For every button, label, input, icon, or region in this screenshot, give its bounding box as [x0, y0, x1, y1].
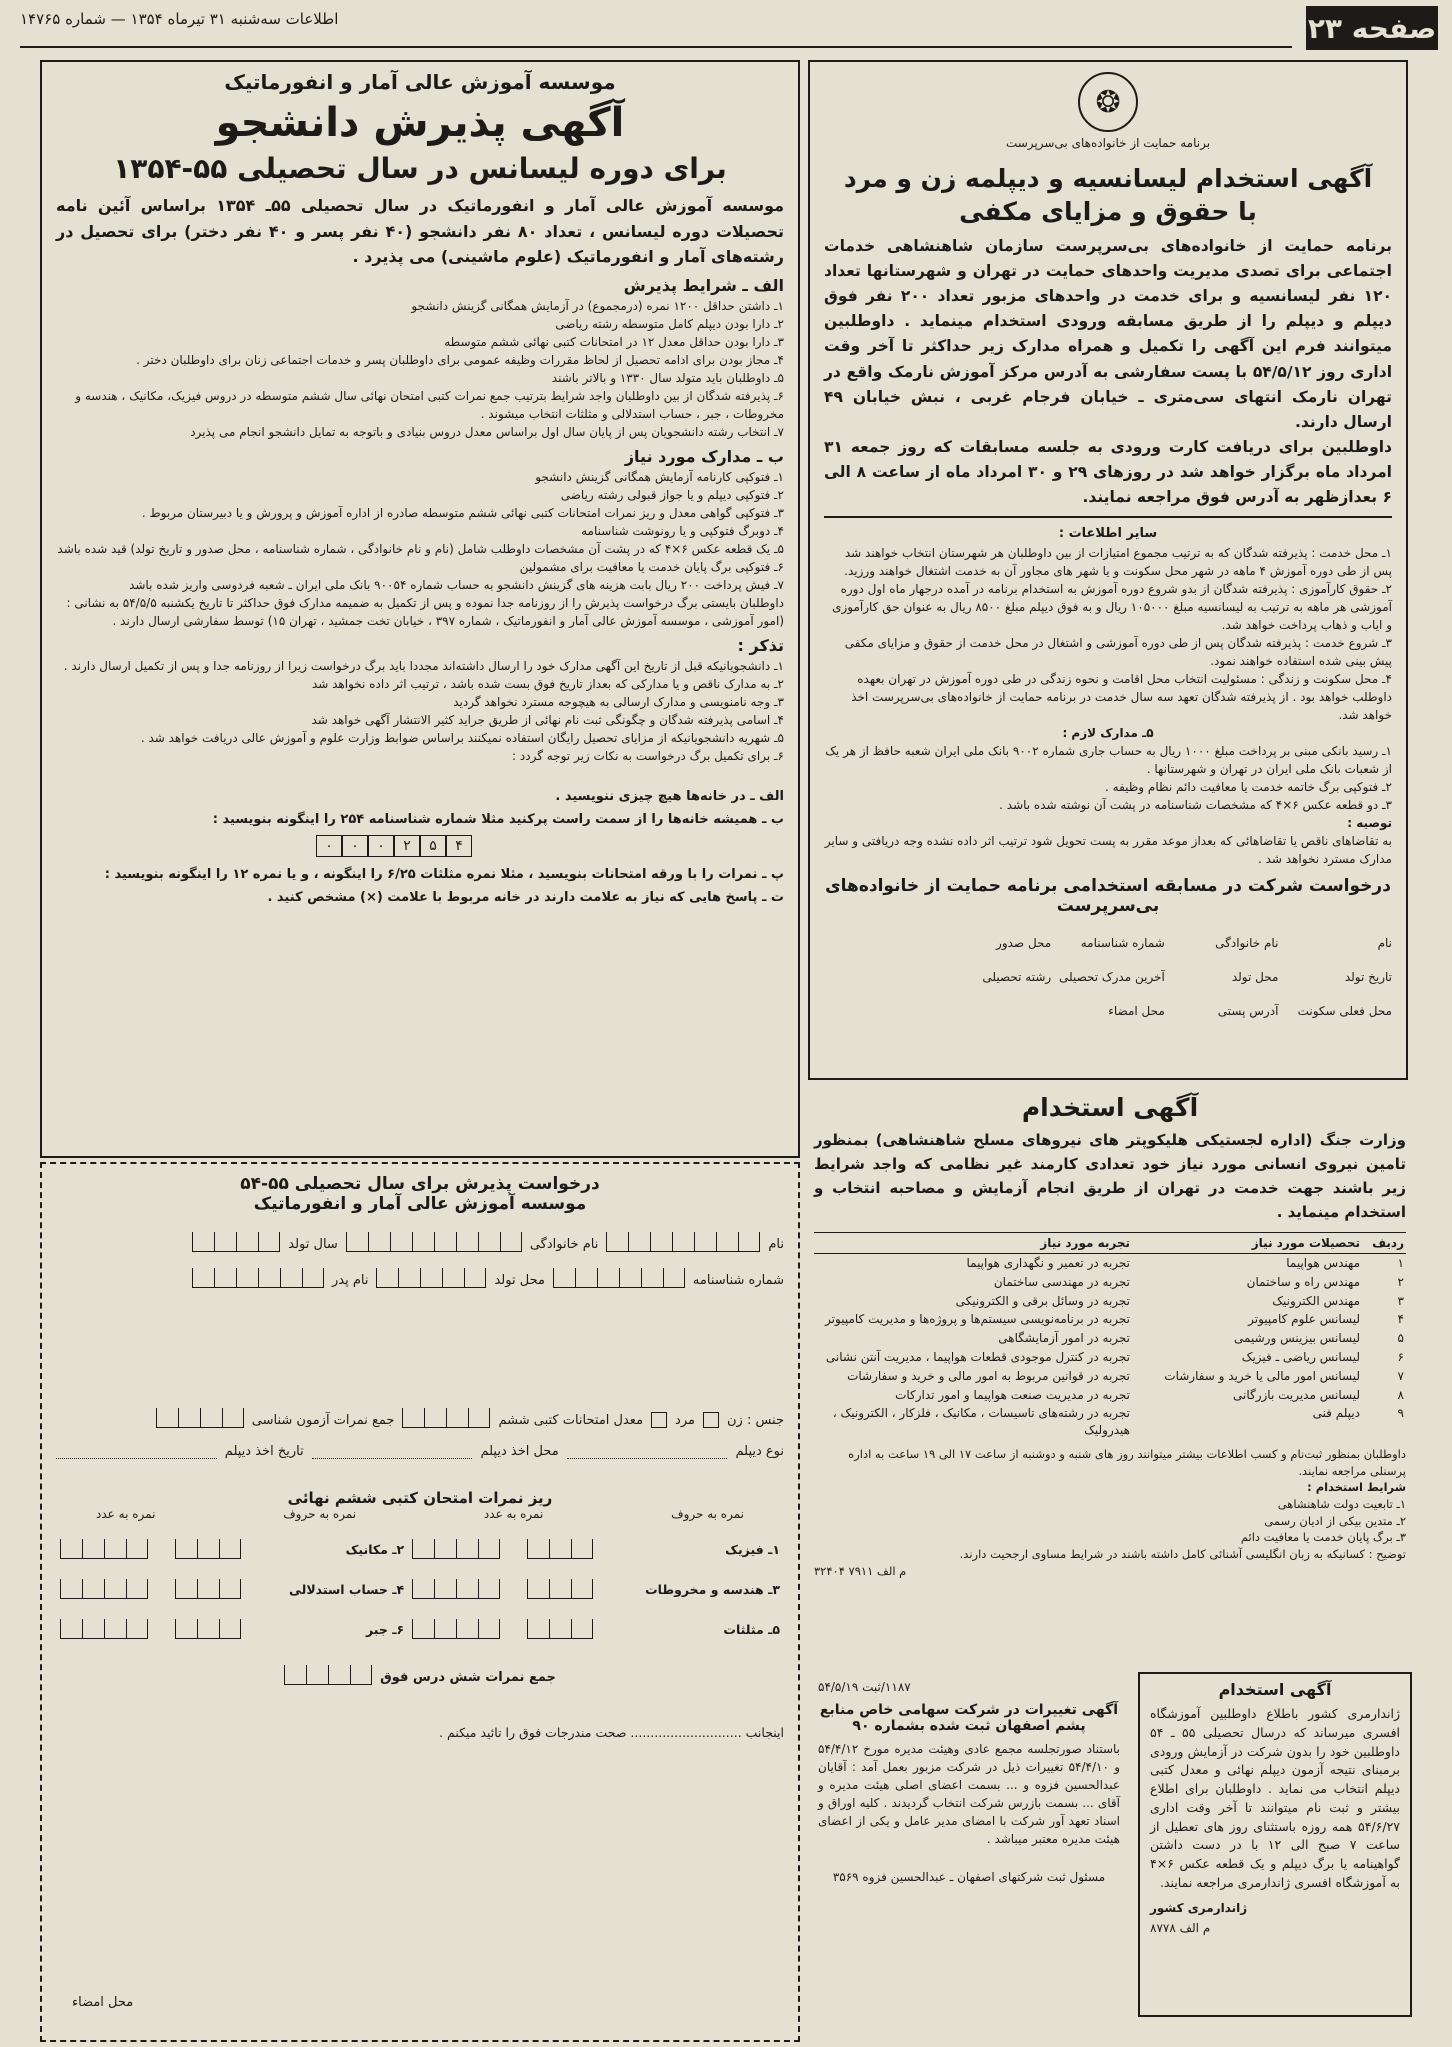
cell-education: مهندس هواپیما	[1286, 1256, 1360, 1270]
list-item: ۶ـ برای تکمیل برگ درخواست به نکات زیر توجه گردد :	[512, 748, 784, 763]
cell-experience: تجربه در قوانین مربوط به امور مالی و خرید و سفارشات	[847, 1368, 1130, 1383]
table-row	[814, 1404, 1406, 1440]
cell-education: لیسانس امور مالی یا خرید و سفارشات	[1164, 1368, 1360, 1383]
label-birth-year: سال تولد	[288, 1237, 338, 1252]
grade-header: نمره به عدد	[96, 1507, 156, 1521]
grade-row	[56, 1569, 784, 1609]
gendarmerie-title: آگهی استخدام	[1218, 1680, 1332, 1699]
list-item: ۴ـ مجاز بودن برای ادامه تحصیل از لحاظ مقررات وظیفه عمومی برای داوطلبان پسر و خدمات اجتماعی زنان برای داوطلبان دختر .	[136, 352, 784, 367]
documents-list	[56, 468, 784, 630]
row-total	[56, 1665, 784, 1685]
grade-subject: ۲ـ مکانیک	[345, 1541, 405, 1557]
list-item: ۳ـ دارا بودن حداقل معدل ۱۲ در امتحانات کتبی نهائی ششم متوسطه	[444, 334, 784, 349]
apply-field: آدرس پستی	[1217, 1003, 1279, 1018]
list-item: ۱ـ دانشجویانیکه قبل از تاریخ این آگهی مدارک خود را ارسال داشته‌اند مجددا باید برگ درخواست زیرا از روزنامه جدا و پس از تکمیل ارسال دارند .	[63, 658, 784, 673]
label-total: جمع نمرات آزمون شناسی	[251, 1413, 395, 1428]
section-notes: تذکر :	[737, 635, 784, 655]
digit-box: ۴	[446, 835, 472, 857]
cell-experience: تجربه در وسائل برقی و الکترونیکی	[955, 1293, 1130, 1308]
info-item: ۱ـ رسید بانکی مبنی بر پرداخت مبلغ ۱۰۰۰ ریال به حساب جاری شماره ۹۰۰۲ بانک ملی ایران شعبه حافظ از هر یک از شعبات بانک ملی ایران در تهران و شهرستانها .	[825, 743, 1392, 776]
info-item: توصیه :	[1347, 815, 1392, 830]
cell-education: لیسانس ریاضی ـ فیزیک	[1241, 1349, 1360, 1364]
grade-row	[56, 1529, 784, 1569]
form-title: درخواست پذیرش برای سال تحصیلی ۵۵-۵۴	[240, 1174, 600, 1194]
info-item: ۳ـ شروع خدمت : پذیرفته شدگان پس از طی دوره آموزشی و اشتغال در محل خدمت از حقوق و مزایای مکفی پیش بینی شده استفاده خواهند نمود.	[844, 635, 1392, 668]
col-education: تحصیلات مورد نیاز	[1132, 1233, 1362, 1254]
cell-experience: تجربه در کنترل موجودی قطعات هواپیما ، مدیریت آنتن نشانی	[825, 1349, 1130, 1364]
average-input[interactable]	[402, 1408, 490, 1428]
apply-field: آخرین مدرک تحصیلی	[1058, 969, 1165, 984]
masthead	[0, 0, 1452, 58]
institute-intro: موسسه آموزش عالی آمار و انفورماتیک در سال تحصیلی ۵۵ـ ۱۳۵۴ براساس آئین نامه تحصیلات دوره لیسانس ، تعداد ۸۰ نفر دانشجو (۴۰ نفر پسر و ۴۰ نفر دختر) برای تحصیل در رشته‌های آمار و انفورماتیک (علوم ماشینی) می پذیرد .	[56, 196, 785, 267]
war-title: آگهی استخدام	[1021, 1093, 1199, 1122]
label-average: معدل امتحانات کتبی ششم	[498, 1413, 644, 1428]
cell-row: ۲	[1397, 1274, 1404, 1289]
cell-row: ۳	[1397, 1293, 1404, 1308]
table-row	[814, 1310, 1406, 1329]
cell-row: ۹	[1397, 1406, 1404, 1421]
table-row	[814, 1367, 1406, 1386]
grades-table	[56, 1529, 784, 1649]
instruction-item: ت ـ پاسخ هایی که نیاز به علامت دارند در خانه مربوط با علامت (×) مشخص کنید .	[267, 889, 784, 905]
instruction-item: الف ـ در خانه‌ها هیچ چیزی ننویسید .	[555, 788, 784, 804]
cell-row: ۱	[1397, 1256, 1404, 1270]
birth-year-input[interactable]	[192, 1232, 280, 1252]
grade-subject: ۱ـ فیزیک	[725, 1541, 780, 1557]
application-form-grid	[824, 936, 1392, 1018]
apply-field: نام	[1377, 935, 1392, 950]
list-item: ۵ـ داوطلبان باید متولد سال ۱۳۳۰ و بالاتر باشند	[551, 370, 784, 385]
instruction-item: پ ـ نمرات را با ورقه امتحانات بنویسید ، مثلا نمره مثلثات ۶/۲۵ را اینگونه ، و یا نمره ۱۲ را اینگونه بنویسید :	[104, 866, 784, 882]
institute-subtitle: برای دوره لیسانس در سال تحصیلی ۵۵-۱۳۵۴	[113, 152, 727, 185]
welfare-org: برنامه حمایت از خانواده‌های بی‌سرپرست	[1005, 136, 1211, 150]
instruction-item: ب ـ همیشه خانه‌ها را از سمت راست پرکنید مثلا شماره شناسنامه ۲۵۴ را اینگونه بنویسید :	[212, 811, 784, 827]
row-gender	[56, 1408, 784, 1428]
war-ref: م الف ۷۹۱۱ ۳۲۴۰۴	[814, 1563, 907, 1578]
cell-experience: تجربه در تعمیر و نگهداری هواپیما	[966, 1256, 1130, 1270]
grade-subject: ۳ـ هندسه و مخروطات	[645, 1581, 780, 1597]
list-item: ۱ـ فتوکپی کارنامه آزمایش همگانی گزینش دانشجو	[535, 469, 784, 484]
info-item: ۲ـ حقوق کارآموزی : پذیرفته شدگان از بدو شروع دوره آموزش به استخدام برنامه در آمده درجهار ماه اول دوره آموزشی هر ماهه به ترتیب به لیسانسیه مبلغ ۱۰۵۰۰۰ ریال و به فوق دیپلم مبلغ ۸۵۰۰ ریال به عنوان حق کارآموزی و ایاب و ذهاب پرداخت خواهد شد.	[832, 581, 1392, 632]
gendarmerie-ref: م الف ۸۷۷۸	[1150, 1920, 1211, 1935]
female-checkbox[interactable]	[703, 1412, 719, 1428]
diploma-type-line[interactable]	[567, 1458, 728, 1459]
cell-experience: تجربه در مهندسی ساختمان	[993, 1274, 1130, 1289]
war-note: داوطلبان بمنظور ثبت‌نام و کسب اطلاعات بیشتر میتوانند روز های شنبه و دوشنبه از ساعت ۱۷ الی ۱۹ ساعت به اداره پرسنلی مراجعه نمایند.	[848, 1446, 1406, 1478]
info-item: ۳ـ دو قطعه عکس ۶×۴ که مشخصات شناسنامه در پشت آن نوشته شده باشد .	[999, 797, 1392, 812]
other-info-title: سایر اطلاعات :	[1058, 526, 1158, 542]
cell-education: مهندس الکترونیک	[1272, 1293, 1360, 1308]
info-item: به تقاضاهای ناقص یا تقاضاهائی که بعداز موعد مقرر به پست تحویل شود ترتیب اثر داده نشده وجه دریافتی و سایر مدارک مسترد نخواهد شد .	[824, 833, 1392, 866]
list-item: ۷ـ فیش پرداخت ۲۰۰ ریال بابت هزینه های گزینش دانشجو به حساب شماره ۹۰۰۵۴ بانک ملی ایران ـ شعبه فردوسی واریز شده باشد	[129, 577, 784, 592]
digit-box: ۰	[342, 835, 368, 857]
table-row	[814, 1329, 1406, 1348]
row-id	[56, 1268, 784, 1288]
grade-input[interactable]	[171, 1609, 260, 1649]
list-item: ۶ـ پذیرفته شدگان از بین داوطلبان واجد شرایط بترتیب جمع نمرات کتبی امتحان نهائی سال ششم متوسطه در دروس فیزیک، مکانیک ، هندسه و مخروطات ، جبر ، حساب استدلالی و مثلثات انتخاب میشوند .	[75, 388, 784, 421]
section-conditions: الف ـ شرایط پذیرش	[623, 275, 784, 295]
grade-words-input[interactable]	[408, 1529, 523, 1569]
list-item: ۲ـ به مدارک ناقص و یا مدارکی که بعداز تاریخ فوق بست شده باشد ، ترتیب اثر داده نخواهد شد	[311, 676, 784, 691]
issue-line: اطلاعات سه‌شنبه ۳۱ تیرماه ۱۳۵۴ — شماره ۱۴۷۶۵	[20, 10, 339, 28]
cell-education: لیسانس علوم کامپیوتر	[1248, 1312, 1360, 1327]
birth-place-input[interactable]	[376, 1268, 486, 1288]
digit-box: ۰	[368, 835, 394, 857]
label-grade-total: جمع نمرات شش درس فوق	[380, 1670, 556, 1685]
label-birth-place: محل تولد	[494, 1273, 545, 1288]
welfare-paragraph: داوطلبین برای دریافت کارت ورودی به جلسه مسابقات که روز جمعه ۳۱ امرداد ماه برگزار خواهد شد در روزهای ۲۹ و ۳۰ امرداد ماه از ساعت ۸ الی ۶ بعدازظهر به آدرس فوق مراجعه نمایند.	[824, 437, 1392, 507]
war-note: توضیح : کسانیکه به زبان انگلیسی آشنائی کامل داشته باشند در شرایط مساوی ارجحیت دارند.	[959, 1547, 1406, 1561]
war-paragraph: وزارت جنگ (اداره لجستیکی هلیکوپتر های نیروهای مسلح شاهنشاهی) بمنظور تامین نیروی انسانی مورد نیاز خود تعدادی کارمند غیر نظامی که واجد شرایط زیر باشند جهت خدمت در تهران از طریق انجام آزمایش و مصاحبه انتخاب و استخدام مینماید .	[814, 1131, 1406, 1221]
company-title: آگهی تغییرات در شرکت سهامی خاص منابع پشم اصفهان ثبت شده بشماره ۹۰	[819, 1702, 1119, 1734]
war-notes	[814, 1446, 1406, 1579]
conditions-list	[56, 297, 784, 441]
grade-words-input[interactable]	[408, 1609, 523, 1649]
label-male: مرد	[675, 1413, 695, 1428]
war-note: ۳ـ برگ پایان خدمت یا معافیت دائم	[1240, 1530, 1406, 1545]
list-item: ۲ـ دارا بودن دیپلم کامل متوسطه رشته ریاضی	[555, 316, 784, 331]
row-name	[56, 1232, 784, 1252]
label-gender: جنس : زن	[726, 1413, 784, 1428]
institute-name: موسسه آموزش عالی آمار و انفورماتیک	[224, 70, 616, 94]
list-item: داوطلبان بایستی برگ درخواست پذیرش را از روزنامه جدا نموده و پس از تکمیل به ضمیمه مدارک فوق حداکثر تا تاریخ یکشنبه ۵۴/۵/۵ به نشانی : (امور آموزشی ، موسسه آموزش عالی آمار و انفورماتیک ، شماره ۳۹۷ ، خیابان تخت جمشید ، تهران ۱۵) توسط سفارشی ارسال دارند .	[66, 595, 784, 628]
table-row	[814, 1348, 1406, 1367]
header-rule	[20, 46, 1292, 48]
info-item: ۱ـ محل خدمت : پذیرفته شدگان که به ترتیب مجموع امتیازات از بین داوطلبان هر شهرستان انتخاب خواهند شد پس از طی دوره آموزش ۴ ماهه در شهر محل سکونت و یا شهر های مجاور آن به خدمت اشتغال خواهند ورزید.	[844, 545, 1392, 578]
cell-education: مهندس راه و ساختمان	[1246, 1274, 1360, 1289]
list-item: ۲ـ فتوکپی دیپلم و یا جواز قبولی رشته ریاضی	[560, 487, 784, 502]
grade-words-input[interactable]	[56, 1529, 171, 1569]
name-input[interactable]	[606, 1232, 760, 1252]
list-item: ۳ـ فتوکپی گواهی معدل و ریز نمرات امتحانات کتبی نهائی ششم متوسطه صادره از اداره آموزش و پرورش و یا دبیرستان مربوط .	[141, 505, 784, 520]
apply-field: محل فعلی سکونت	[1297, 1003, 1392, 1018]
company-ref: ۱۱۸۷/ثبت ۵۴/۵/۱۹	[818, 1680, 911, 1694]
application-title: درخواست شرکت در مسابقه استخدامی برنامه حمایت از خانواده‌های بی‌سرپرست	[825, 875, 1391, 916]
label-father-name: نام پدر	[331, 1273, 369, 1288]
apply-field: محل صدور	[996, 935, 1052, 950]
cell-education: لیسانس مدیریت بازرگانی	[1232, 1387, 1360, 1402]
label-name: نام	[768, 1237, 784, 1252]
gendarmerie-body: ژاندارمری کشور باطلاع داوطلبین آموزشگاه افسری میرساند که درسال تحصیلی ۵۵ ـ ۵۴ داوطلبین خود را بدون شرکت در آزمایش ورودی برمبنای نتیجه آزمون دیپلم نهائی و معدل کتبی دیپلم انتخاب می نماید . داوطلبان برای اطلاع بیشتر و ثبت نام میتوانند تا آخر وقت اداری ۵۴/۶/۲۷ همه روزه باستثنای روز های تعطیل از ساعت ۷ صبح الی ۱۲ با در دست داشتن گواهینامه یا برگ دیپلم و یک قطعه عکس ۶×۴ به آموزشگاه افسری ژاندارمری مراجعه نمایند.	[1150, 1706, 1401, 1890]
requirements-table	[814, 1232, 1406, 1440]
gendarmerie-ad	[1138, 1672, 1412, 2017]
digit-box: ۵	[420, 835, 446, 857]
list-item: ۴ـ دوبرگ فتوکپی و یا رونوشت شناسنامه	[581, 523, 784, 538]
war-note: ۱ـ تابعیت دولت شاهنشاهی	[1277, 1496, 1406, 1511]
id-number-input[interactable]	[553, 1268, 685, 1288]
welfare-ad	[808, 60, 1408, 1080]
grade-header: نمره به حروف	[283, 1507, 357, 1521]
company-notice	[808, 1672, 1130, 2017]
grade-subject: ۴ـ حساب استدلالی	[289, 1581, 405, 1597]
table-header-row	[814, 1233, 1406, 1254]
form-instructions	[56, 789, 784, 905]
col-experience: تجربه مورد نیاز	[814, 1233, 1132, 1254]
grade-input[interactable]	[523, 1609, 612, 1649]
digit-box: ۰	[316, 835, 342, 857]
cell-experience: تجربه در مدیریت صنعت هواپیما و امور تدارکات	[895, 1387, 1130, 1402]
apply-field	[824, 936, 938, 950]
apply-field: محل امضاء	[1108, 1003, 1165, 1018]
apply-field: نام خانوادگی	[1215, 935, 1279, 950]
list-item: ۵ـ یک قطعه عکس ۶×۴ که در پشت آن مشخصات داوطلب شامل (نام و نام خانوادگی ، شماره شناسنامه ، محل صدور و تاریخ تولد) قید شده باشد	[57, 541, 784, 556]
war-note: شرایط استخدام :	[1307, 1480, 1406, 1495]
table-row	[814, 1386, 1406, 1405]
label-id-number: شماره شناسنامه	[692, 1273, 784, 1288]
grade-words-input[interactable]	[408, 1569, 523, 1609]
table-row	[814, 1292, 1406, 1311]
info-item: ۴ـ محل سکونت و زندگی : مسئولیت انتخاب محل اقامت و نحوه زندگی در طی دوره آموزش در تهران بعهده داوطلب خواهد بود . از پذیرفته شدگان تعهد سه سال خدمت در برنامه حمایت از خانواده‌های بی‌سرپرست اخذ خواهد شد.	[851, 671, 1392, 722]
cell-row: ۵	[1397, 1331, 1404, 1346]
grade-header: نمره به حروف	[671, 1507, 744, 1521]
welfare-title: آگهی استخدام لیسانسیه و دیپلمه زن و مرد	[843, 164, 1373, 193]
list-item: ۶ـ فتوکپی برگ پایان خدمت یا معافیت برای مشمولین	[519, 559, 784, 574]
apply-field: رشته تحصیلی	[982, 969, 1052, 984]
institute-title: آگهی پذیرش دانشجو	[215, 100, 625, 146]
label-family: نام خانوادگی	[529, 1237, 599, 1252]
list-item: ۱ـ داشتن حداقل ۱۲۰۰ نمره (درمجموع) در آزمایش همگانی گزینش دانشجو	[411, 298, 784, 313]
label-diploma-type: نوع دیپلم	[735, 1444, 784, 1459]
application-form	[40, 1162, 800, 2042]
label-diploma-place: محل اخذ دیپلم	[480, 1444, 559, 1459]
father-name-input[interactable]	[192, 1268, 324, 1288]
list-item: ۷ـ انتخاب رشته دانشجویان پس از پایان سال اول براساس معدل دروس بنیادی و باتوجه به تمایل دانشجو انجام می پذیرد	[190, 424, 784, 439]
diploma-date-line[interactable]	[56, 1458, 217, 1459]
grade-subject: ۵ـ مثلثات	[723, 1621, 780, 1637]
cell-experience: تجربه در برنامه‌نویسی سیستم‌ها و پروژه‌ها و مدیریت کامپیوتر	[825, 1312, 1130, 1327]
grades-headers	[56, 1507, 784, 1521]
grade-subject: ۶ـ جبر	[366, 1621, 405, 1637]
grade-input[interactable]	[171, 1569, 260, 1609]
family-input[interactable]	[346, 1232, 522, 1252]
emblem-icon: ❂	[1078, 72, 1138, 132]
company-body: باستناد صورتجلسه مجمع عادی وهیئت مدیره مورخ ۵۴/۴/۱۲ و ۵۴/۴/۱۰ تغییرات ذیل در شرکت مزبور بعمل آمد : آقایان عبدالحسین فزوه و ... بسمت اعضای اصلی هیئت مدیره و آقای ... بسمت بازرس شرکت انتخاب گردیدند . کلیه اوراق و اسناد تعهد آور شرکت با امضای مدیر عامل و یکی از اعضای هیئت مدیره معتبر میباشد .	[818, 1742, 1121, 1846]
table-row	[814, 1254, 1406, 1273]
institute-ad	[40, 60, 800, 1158]
cell-experience: تجربه در رشته‌های تاسیسات ، مکانیک ، فلزکار ، الکترونیک ، هیدرولیک	[832, 1406, 1130, 1438]
grades-title: ریز نمرات امتحان کتبی ششم نهائی	[287, 1489, 553, 1507]
grade-row	[56, 1609, 784, 1649]
welfare-other-info	[824, 524, 1392, 868]
grade-input[interactable]	[523, 1569, 612, 1609]
cell-row: ۶	[1397, 1349, 1404, 1364]
apply-field: محل تولد	[1231, 969, 1279, 984]
info-item: ۲ـ فتوکپی برگ خاتمه خدمت یا معافیت دائم نظام وظیفه .	[1105, 779, 1392, 794]
col-row: ردیف	[1362, 1233, 1406, 1254]
label-diploma-date: تاریخ اخذ دیپلم	[224, 1444, 304, 1459]
section-documents: ب ـ مدارک مورد نیاز	[624, 446, 784, 466]
war-note: ۲ـ متدین بیکی از ادیان رسمی	[1264, 1513, 1406, 1528]
digit-box: ۲	[394, 835, 420, 857]
page-number: صفحه ۲۳	[1306, 6, 1438, 50]
company-footer: مسئول ثبت شرکتهای اصفهان ـ عبدالحسین فزوه ۳۵۶۹	[832, 1870, 1106, 1884]
declaration: اینجانب ............................ صحت مندرجات فوق را تائید میکنم .	[439, 1725, 784, 1740]
welfare-subtitle: با حقوق و مزایای مکفی	[959, 197, 1257, 226]
gendarmerie-sign: ژاندارمری کشور	[1150, 1900, 1248, 1915]
welfare-body	[824, 234, 1392, 510]
form-subtitle: موسسه آموزش عالی آمار و انفورماتیک	[253, 1194, 587, 1214]
apply-field: شماره شناسنامه	[1080, 935, 1165, 950]
list-item: ۳ـ وجه نامنویسی و مدارک ارسالی به هیچوجه مسترد نخواهد گردید	[453, 694, 784, 709]
war-body	[814, 1128, 1406, 1224]
cell-row: ۷	[1397, 1368, 1404, 1383]
cell-education: دیپلم فنی	[1312, 1406, 1360, 1421]
grade-total-input[interactable]	[284, 1665, 372, 1685]
divider	[824, 516, 1392, 518]
table-row	[814, 1273, 1406, 1292]
grade-header: نمره به عدد	[483, 1507, 544, 1521]
signature-label: محل امضاء	[72, 1995, 134, 2010]
grade-input[interactable]	[523, 1529, 612, 1569]
total-input[interactable]	[156, 1408, 244, 1428]
diploma-place-line[interactable]	[312, 1458, 473, 1459]
cell-row: ۴	[1397, 1312, 1404, 1327]
row-diploma	[56, 1444, 784, 1459]
cell-education: لیسانس بیزینس ورشیمی	[1234, 1331, 1360, 1346]
apply-field: تاریخ تولد	[1344, 969, 1392, 984]
list-item: ۴ـ اسامی پذیرفته شدگان و چگونگی ثبت نام نهائی از طریق جراید کثیر الانتشار آگهی خواهد شد	[311, 712, 784, 727]
list-item: ۵ـ شهریه دانشجویانیکه از مزایای تحصیل رایگان استفاده نمیکنند براساس ضوابط وزارت علوم و آموزش عالی دریافت خواهد شد .	[140, 730, 784, 745]
sample-digit-boxes	[316, 835, 784, 857]
male-checkbox[interactable]	[651, 1412, 667, 1428]
war-ministry-ad	[800, 1085, 1420, 1670]
grade-input[interactable]	[171, 1529, 260, 1569]
welfare-paragraph: برنامه حمایت از خانواده‌های بی‌سرپرست سازمان شاهنشاهی خدمات اجتماعی برای تصدی مدیریت واحدهای حمایت در تهران و شهرستانها تعداد ۱۲۰ نفر لیسانسیه و برای خدمت در واحدهای مزبور تعداد ۲۰۰ نفر فوق دیپلم و دیپلم را از طریق مسابقه ورودی استخدام مینماید . داوطلبین میتوانند فرم این آگهی را تکمیل و همراه مدارک زیر حداکثر تا آخر وقت اداری روز ۵۴/۵/۱۲ با پست سفارشی به آدرس مرکز آموزش نارمک واقع در تهران نارمک انتهای سی‌متری ـ خیابان فرجام غربی ، نبش خیابان ۴۹ ارسال دارند.	[824, 237, 1393, 431]
grade-words-input[interactable]	[56, 1569, 171, 1609]
grade-words-input[interactable]	[56, 1609, 171, 1649]
info-item: ۵ـ مدارک لازم :	[1062, 725, 1154, 740]
apply-field	[824, 970, 938, 984]
cell-row: ۸	[1397, 1387, 1404, 1402]
notes-list	[56, 657, 784, 765]
cell-experience: تجربه در امور آزمایشگاهی	[998, 1331, 1130, 1346]
